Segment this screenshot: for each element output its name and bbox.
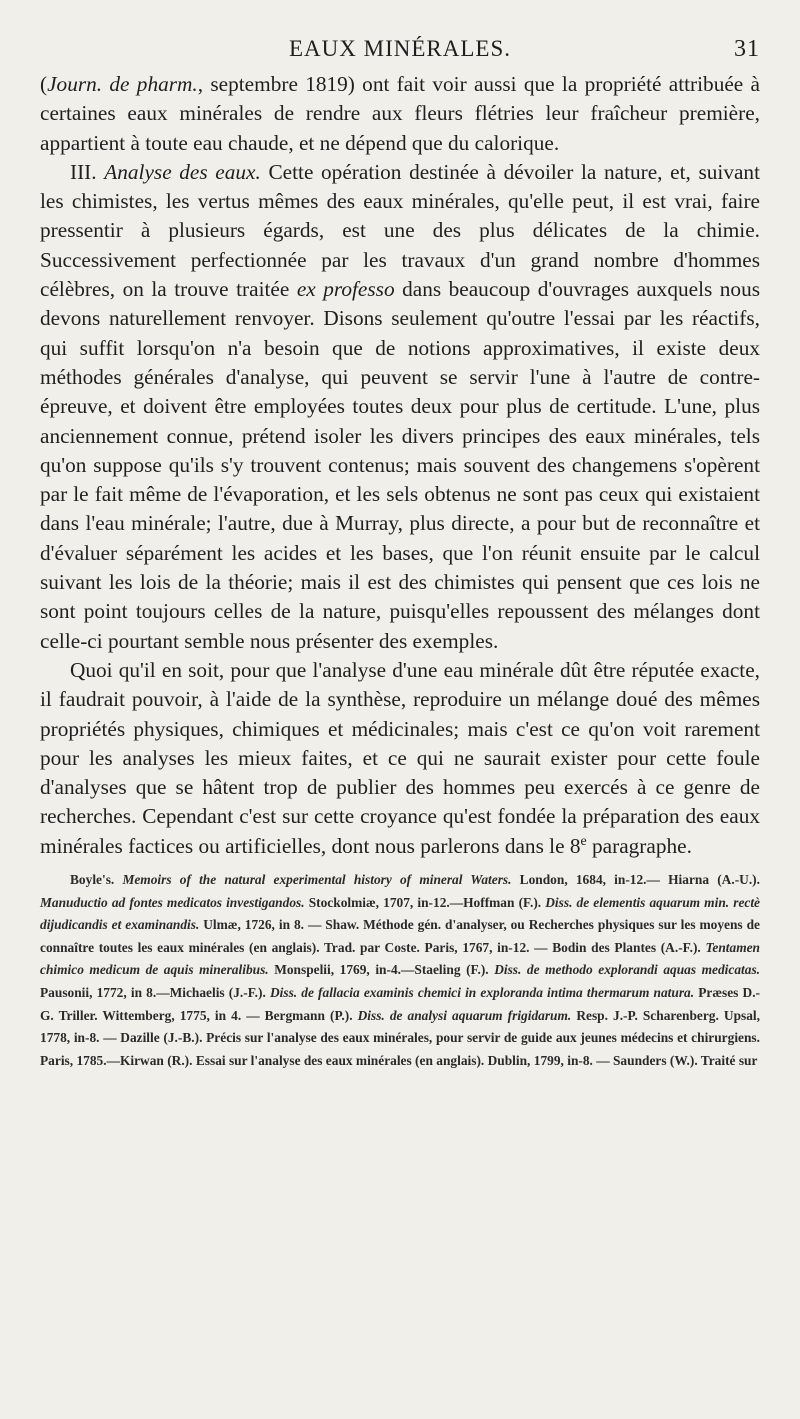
paragraph-1-text: , septembre 1819) ont fait voir aussi que la propriété attribuée à certaines eaux minérales de rendre aux fleurs flétries leur fraîcheur première, appartient à toute eau chaude, et ne dépend que du calorique. (40, 72, 760, 155)
paragraph-2 (40, 158, 760, 656)
journal-citation: Journ. de pharm. (47, 72, 198, 96)
footnote-text: Resp. J.-P. Scharenberg. Upsal, 1778, in-8. — Dazille (J.-B.). Précis sur l'analyse des eaux minérales, pour servir de guide aux jeunes médecins et chirurgiens. Paris, 1785.—Kirwan (R.). Essai sur l'analyse des eaux minérales (en anglais). Dublin, 1799, in-8. — Saunders (W.). Traité sur (40, 1007, 760, 1068)
footnote-text: London, 1684, in-12.— Hiarna (A.-U.). (511, 872, 760, 888)
footnote-bibliography (40, 869, 760, 1072)
footnote-text: Monspelii, 1769, in-4.—Staeling (F.). (268, 962, 495, 978)
body-text (40, 70, 760, 861)
footnote-text: Præses D.-G. Triller. Wittemberg, 1775, in 4. — Bergmann (P.). (40, 984, 760, 1023)
page-number: 31 (734, 36, 760, 62)
footnote-title: Diss. de analysi aquarum frigidarum. (357, 1007, 572, 1023)
section-number: III. (70, 159, 105, 184)
footnote-title: Diss. de methodo explorandi aquas medicatas. (494, 962, 760, 978)
footnote-text: Pausonii, 1772, in 8.—Michaelis (J.-F.). (40, 984, 270, 1000)
paragraph-2-text-b: dans beaucoup d'ouvrages auxquels nous devons naturellement renvoyer. Disons seulement qu'outre l'essai par les réactifs, qui suffit lorsqu'on n'a besoin que de notions approximatives, il existe deux méthodes générales d'analyse, qui peuvent se servir l'une à l'autre de contre-épreuve, et doivent être employées toutes deux pour plus de certitude. L'une, plus anciennement connue, prétend isoler les divers principes des eaux minérales, tels qu'on suppose qu'ils s'y trouvent contenus; mais souvent des changemens s'opèrent par le fait même de l'évaporation, et les sels obtenus ne sont pas ceux qui existaient dans l'eau minérale; l'autre, due à Murray, plus directe, a pour but de reconnaître et d'évaluer séparément les acides et les bases, que l'on réunit ensuite par le calcul suivant les lois de la théorie; mais il est des chimistes qui pensent que ces lois ne sont point toujours celles de la nature, puisqu'elles repoussent des mélanges dont celle-ci pourtant semble nous présenter des exemples. (40, 277, 761, 653)
running-title: EAUX MINÉRALES. (289, 36, 511, 61)
running-head (40, 28, 760, 70)
section-heading: Analyse des eaux. (104, 159, 261, 184)
footnote-text: Boyle's. (70, 872, 123, 888)
footnote-title: Memoirs of the natural experimental history of mineral Waters. (122, 872, 512, 888)
paragraph-3-text-a: Quoi qu'il en soit, pour que l'analyse d'une eau minérale dût être réputée exacte, il faudrait pouvoir, à l'aide de la synthèse, reproduire un mélange doué des mêmes propriétés physiques, chimiques et médicinales; mais c'est ce qu'on voit rarement pour les analyses les mieux faites, et ce qui ne saurait exister pour cette foule d'analyses que se hâtent trop de publier des hommes peu exercés à ce genre de recherches. Cependant c'est sur cette croyance qu'est fondée la préparation des eaux minérales factices ou artificielles, dont nous parlerons dans le 8 (40, 657, 760, 858)
ordinal-superscript: e (580, 832, 587, 848)
latin-phrase: ex professo (296, 277, 395, 302)
footnote-title: Manuductio ad fontes medicatos investigandos. (40, 894, 305, 910)
paragraph-1: (Journ. de pharm., septembre 1819) ont fait voir aussi que la propriété attribuée à certaines eaux minérales de rendre aux fleurs flétries leur fraîcheur première, appartient à toute eau chaude, et ne dépend que du calorique. (40, 72, 760, 155)
footnote-text: Stockolmiæ, 1707, in-12.—Hoffman (F.). (304, 894, 546, 910)
paragraph-2-text-a: Cette opération destinée à dévoiler la nature, et, suivant les chimistes, les vertus mêmes des eaux minérales, qu'elle peut, il est vrai, faire pressentir à plusieurs égards, est une des plus délicates de la chimie. Successivement perfectionnée par les travaux d'un grand nombre d'hommes célèbres, on la trouve traitée (40, 159, 760, 302)
footnote-title: Tentamen chimico medicum de aquis mineralibus. (40, 939, 760, 978)
paragraph-3-text-b: paragraphe. (586, 833, 692, 858)
footnote-title: Diss. de fallacia examinis chemici in exploranda intima thermarum natura. (269, 984, 695, 1000)
footnote-text: Ulmæ, 1726, in 8. — Shaw. Méthode gén. d'analyser, ou Recherches physiques sur les moyens de connaître toutes les eaux minérales (en anglais). Trad. par Coste. Paris, 1767, in-12. — Bodin des Plantes (A.-F.). (40, 917, 760, 955)
footnote-title: Diss. de elementis aquarum min. rectè dijudicandis et examinandis. (40, 894, 760, 933)
paragraph-3 (40, 656, 760, 861)
